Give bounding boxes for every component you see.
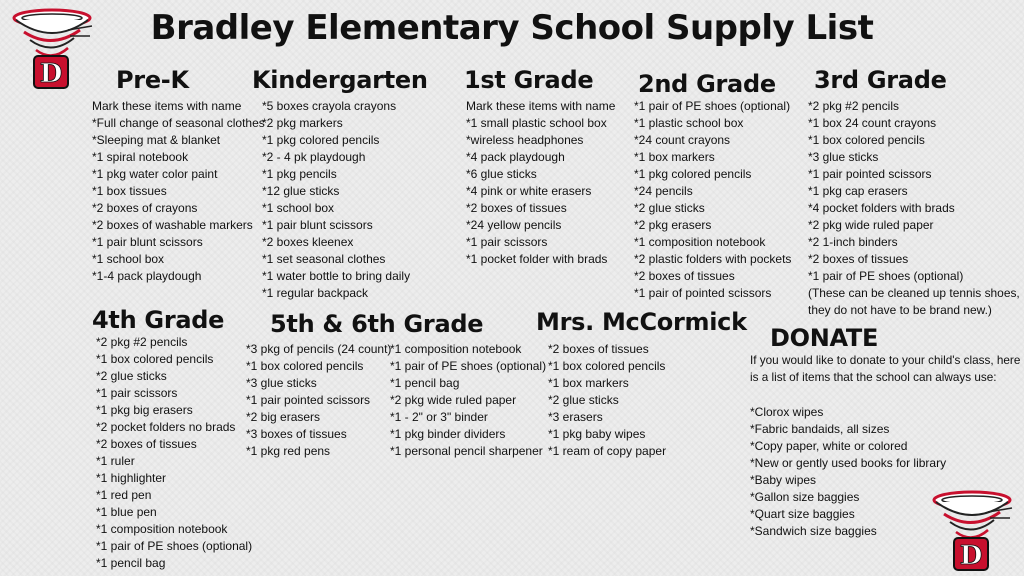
list-item: *1 pair scissors bbox=[466, 235, 548, 249]
list-item: *1 box colored pencils bbox=[808, 133, 925, 147]
list-item: *1 box colored pencils bbox=[246, 359, 364, 373]
list-item: *Quart size baggies bbox=[750, 507, 855, 521]
list-item: *2 1-inch binders bbox=[808, 235, 898, 249]
list-item: *2 pocket folders no brads bbox=[96, 420, 236, 434]
list-item: *1 - 2" or 3" binder bbox=[390, 410, 488, 424]
second-grade-list bbox=[634, 98, 791, 302]
list-item: *2 plastic folders with pockets bbox=[634, 252, 792, 266]
list-item: *1 box colored pencils bbox=[96, 352, 214, 366]
list-item: *2 boxes of tissues bbox=[96, 437, 197, 451]
list-item: *1 school box bbox=[262, 201, 335, 215]
list-item: Mark these items with name bbox=[466, 99, 616, 113]
logo-letter: D bbox=[39, 59, 63, 89]
list-item: *2 boxes of washable markers bbox=[92, 218, 253, 232]
list-item: *2 glue sticks bbox=[96, 369, 167, 383]
list-item: *1 pencil bag bbox=[390, 376, 460, 390]
list-item: *2 big erasers bbox=[246, 410, 321, 424]
list-item: *1 composition notebook bbox=[390, 342, 522, 356]
page-title: Bradley Elementary School Supply List bbox=[150, 8, 874, 48]
list-item: *1 pkg big erasers bbox=[96, 403, 193, 417]
list-item: *wireless headphones bbox=[466, 133, 584, 147]
donate-intro-line-1: If you would like to donate to your child's class, here bbox=[750, 353, 1021, 367]
fifth-sixth-grade-list-right bbox=[390, 341, 546, 460]
kindergarten-heading: Kindergarten bbox=[252, 66, 428, 94]
list-item: *1 pair blunt scissors bbox=[92, 235, 203, 249]
list-item: *2 pkg #2 pencils bbox=[96, 335, 188, 349]
list-item: *1 small plastic school box bbox=[466, 116, 607, 130]
logo-letter: D bbox=[959, 541, 983, 571]
list-item: *1 pencil bag bbox=[96, 556, 166, 570]
list-item: *1 box markers bbox=[548, 376, 629, 390]
tornado-logo-top-left bbox=[8, 6, 96, 90]
list-item: *3 glue sticks bbox=[246, 376, 317, 390]
list-item: *Gallon size baggies bbox=[750, 490, 860, 504]
list-item: *1 pkg baby wipes bbox=[548, 427, 646, 441]
list-item: *1 pkg cap erasers bbox=[808, 184, 908, 198]
list-item: *1 box tissues bbox=[92, 184, 167, 198]
list-item: *2 boxes of tissues bbox=[634, 269, 735, 283]
list-item: *1 highlighter bbox=[96, 471, 167, 485]
second-grade-heading: 2nd Grade bbox=[638, 70, 776, 98]
list-item: *1 box markers bbox=[634, 150, 715, 164]
donate-intro-line-2: is a list of items that the school can always use: bbox=[750, 370, 997, 384]
list-item: *12 glue sticks bbox=[262, 184, 340, 198]
list-item: *1 pair scissors bbox=[96, 386, 178, 400]
list-item: *New or gently used books for library bbox=[750, 456, 947, 470]
list-item: *Clorox wipes bbox=[750, 405, 824, 419]
list-item: *Baby wipes bbox=[750, 473, 817, 487]
list-item: *1 pkg pencils bbox=[262, 167, 337, 181]
list-item: *1 pair pointed scissors bbox=[808, 167, 932, 181]
list-item: *1 blue pen bbox=[96, 505, 157, 519]
list-item: *2 - 4 pk playdough bbox=[262, 150, 366, 164]
list-item: *1 pocket folder with brads bbox=[466, 252, 608, 266]
list-item: *1 pkg red pens bbox=[246, 444, 331, 458]
list-item: *2 pkg #2 pencils bbox=[808, 99, 899, 113]
list-item: *1 pair pointed scissors bbox=[246, 393, 371, 407]
list-item: *3 boxes of tissues bbox=[246, 427, 347, 441]
list-item: *6 glue sticks bbox=[466, 167, 537, 181]
list-item: *1 pair blunt scissors bbox=[262, 218, 373, 232]
list-item: *2 pkg wide ruled paper bbox=[390, 393, 517, 407]
list-item: *2 glue sticks bbox=[548, 393, 619, 407]
list-item: *1 red pen bbox=[96, 488, 152, 502]
list-item: *1 box 24 count crayons bbox=[808, 116, 937, 130]
prek-heading: Pre-K bbox=[116, 66, 189, 94]
list-item: *1 composition notebook bbox=[96, 522, 228, 536]
list-item: *1 pkg colored pencils bbox=[262, 133, 380, 147]
list-item: *2 boxes of crayons bbox=[92, 201, 198, 215]
third-grade-list bbox=[808, 98, 1020, 319]
list-item: *1 ruler bbox=[96, 454, 135, 468]
list-item: *4 pack playdough bbox=[466, 150, 565, 164]
fifth-sixth-grade-heading: 5th & 6th Grade bbox=[270, 310, 484, 338]
tornado-icon bbox=[14, 10, 92, 56]
list-item: *5 boxes crayola crayons bbox=[262, 99, 397, 113]
kindergarten-list bbox=[262, 98, 410, 302]
first-grade-list bbox=[466, 98, 615, 268]
list-item: *1 pair of PE shoes (optional) bbox=[390, 359, 547, 373]
list-item: *1 pair of PE shoes (optional) bbox=[808, 269, 964, 283]
list-item: *24 yellow pencils bbox=[466, 218, 562, 232]
list-item: *1 pkg water color paint bbox=[92, 167, 218, 181]
mccormick-heading: Mrs. McCormick bbox=[536, 308, 747, 336]
list-item: *2 boxes of tissues bbox=[466, 201, 567, 215]
list-item: (These can be cleaned up tennis shoes, bbox=[808, 286, 1020, 300]
list-item: *1 pair of pointed scissors bbox=[634, 286, 772, 300]
list-item: *1 ream of copy paper bbox=[548, 444, 667, 458]
list-item: *2 glue sticks bbox=[634, 201, 705, 215]
list-item: *Sleeping mat & blanket bbox=[92, 133, 221, 147]
list-item: *24 pencils bbox=[634, 184, 693, 198]
mccormick-list bbox=[548, 341, 666, 460]
list-item: *1 regular backpack bbox=[262, 286, 369, 300]
list-item: *3 erasers bbox=[548, 410, 603, 424]
list-item: *2 boxes of tissues bbox=[808, 252, 909, 266]
donate-heading: DONATE bbox=[770, 324, 879, 352]
list-item: *1-4 pack playdough bbox=[92, 269, 202, 283]
list-item: *1 pkg binder dividers bbox=[390, 427, 506, 441]
list-item: *4 pocket folders with brads bbox=[808, 201, 955, 215]
list-item: *2 boxes kleenex bbox=[262, 235, 354, 249]
list-item: *Fabric bandaids, all sizes bbox=[750, 422, 890, 436]
list-item: *2 pkg wide ruled paper bbox=[808, 218, 934, 232]
first-grade-heading: 1st Grade bbox=[464, 66, 594, 94]
list-item: *2 boxes of tissues bbox=[548, 342, 649, 356]
fourth-grade-list bbox=[96, 334, 252, 572]
fourth-grade-heading: 4th Grade bbox=[92, 306, 225, 334]
list-item: *1 box colored pencils bbox=[548, 359, 666, 373]
list-item: *24 count crayons bbox=[634, 133, 731, 147]
prek-list bbox=[92, 98, 265, 285]
list-item: *1 pkg colored pencils bbox=[634, 167, 752, 181]
list-item: *2 pkg erasers bbox=[634, 218, 712, 232]
list-item: *1 plastic school box bbox=[634, 116, 744, 130]
list-item: *3 pkg of pencils (24 count) bbox=[246, 342, 392, 356]
third-grade-heading: 3rd Grade bbox=[814, 66, 947, 94]
list-item: *3 glue sticks bbox=[808, 150, 879, 164]
list-item: *4 pink or white erasers bbox=[466, 184, 592, 198]
list-item: *1 composition notebook bbox=[634, 235, 766, 249]
list-item: *Copy paper, white or colored bbox=[750, 439, 908, 453]
list-item: *1 water bottle to bring daily bbox=[262, 269, 411, 283]
list-item: *1 spiral notebook bbox=[92, 150, 189, 164]
list-item: *2 pkg markers bbox=[262, 116, 343, 130]
donate-intro bbox=[750, 352, 1020, 386]
list-item: *1 pair of PE shoes (optional) bbox=[634, 99, 791, 113]
list-item: *1 school box bbox=[92, 252, 165, 266]
list-item: *1 set seasonal clothes bbox=[262, 252, 386, 266]
donate-list bbox=[750, 404, 946, 540]
fifth-sixth-grade-list-left bbox=[246, 341, 391, 460]
list-item: Mark these items with name bbox=[92, 99, 242, 113]
list-item: *1 pair of PE shoes (optional) bbox=[96, 539, 253, 553]
list-item: *Full change of seasonal clothes bbox=[92, 116, 265, 130]
list-item: they do not have to be brand new.) bbox=[808, 303, 992, 317]
list-item: *Sandwich size baggies bbox=[750, 524, 877, 538]
list-item: *1 personal pencil sharpener bbox=[390, 444, 543, 458]
